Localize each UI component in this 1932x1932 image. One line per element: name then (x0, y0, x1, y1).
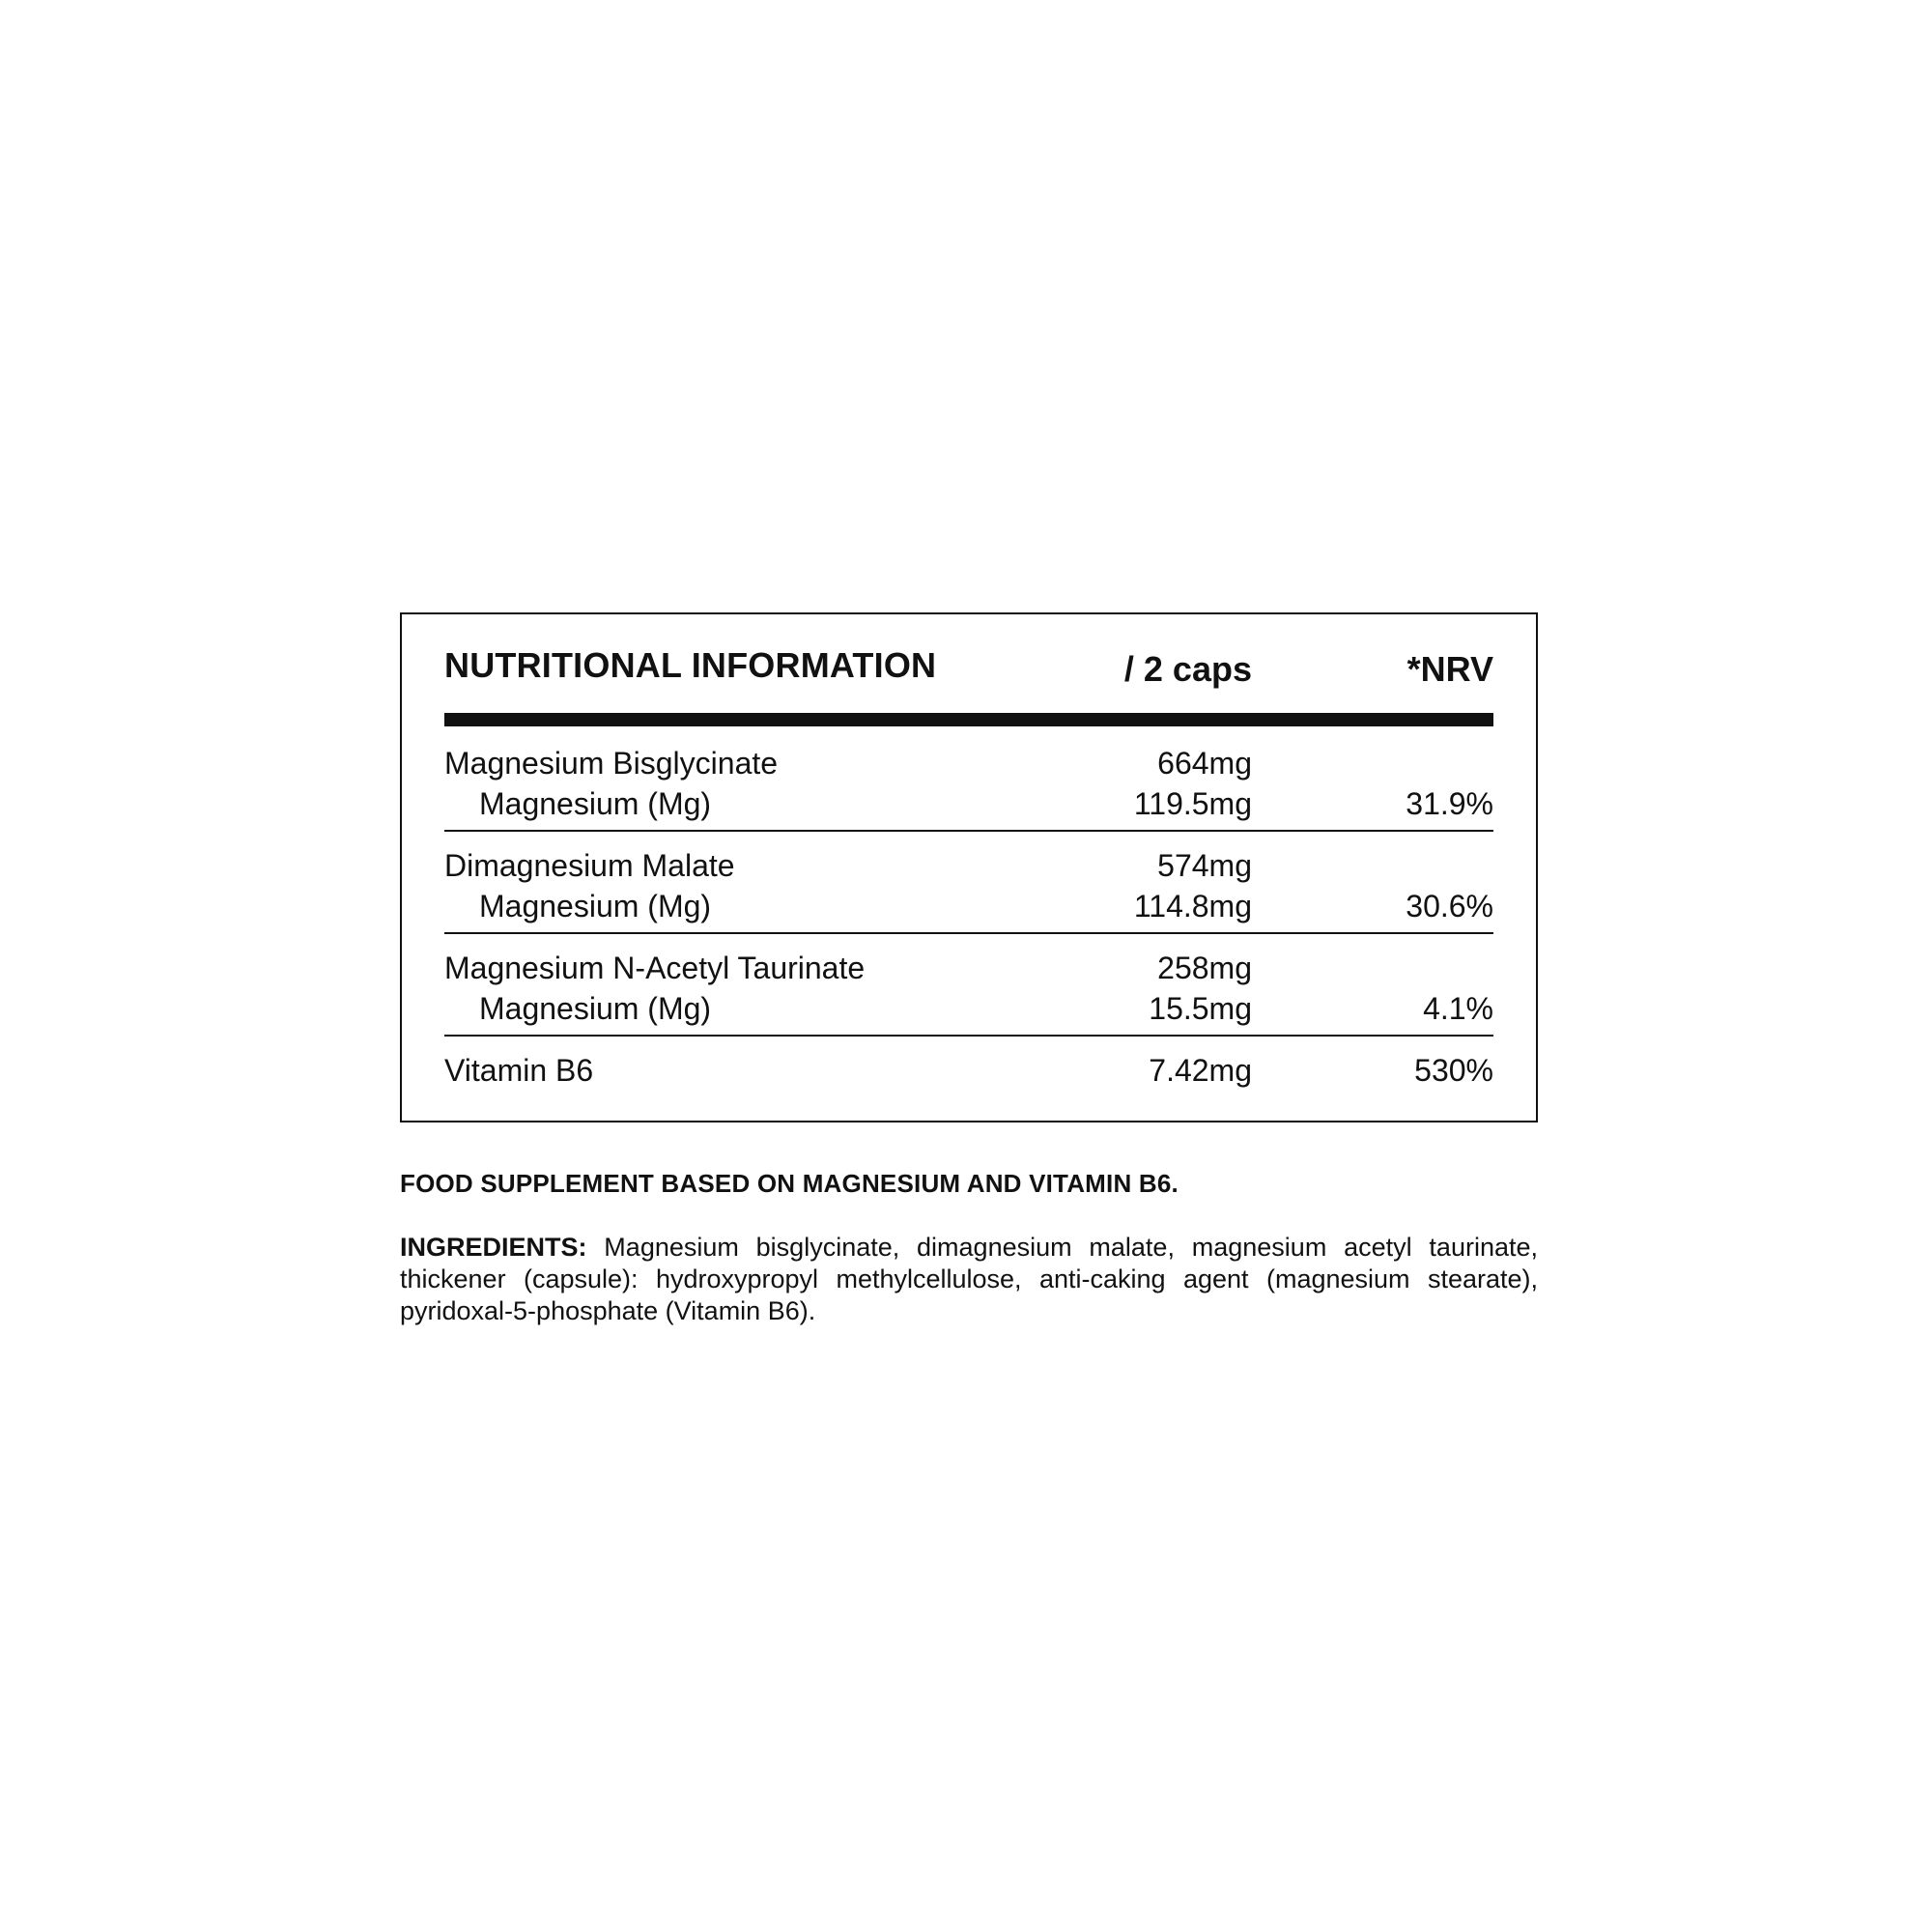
ingredients-text: Magnesium bisglycinate, dimagnesium malate, magnesium acetyl taurinate, thickener (capsule): hydroxypropyl methylcellulose, anti-caking agent (magnesium stearate), pyridoxal-5-phosphate (Vitamin B6). (400, 1233, 1538, 1325)
nutrient-label: Magnesium (Mg) (479, 889, 712, 923)
nutrient-nrv: 530% (1414, 1053, 1493, 1088)
nutrient-label: Magnesium N-Acetyl Taurinate (444, 951, 866, 985)
nutrient-nrv: 4.1% (1423, 991, 1493, 1026)
nutrient-nrv: 30.6% (1406, 889, 1493, 923)
ingredients-paragraph (400, 1232, 1538, 1327)
table-row (444, 743, 1493, 783)
table-row (444, 845, 1493, 886)
nutrient-amount: 664mg (1157, 746, 1252, 781)
nutrient-amount: 258mg (1157, 951, 1252, 985)
nutrient-label: Vitamin B6 (444, 1053, 594, 1088)
nutrient-amount: 119.5mg (1133, 786, 1252, 821)
nutrient-label: Magnesium (Mg) (479, 786, 712, 821)
table-header (444, 645, 1493, 703)
ingredients-heading: INGREDIENTS: (400, 1233, 587, 1262)
table-group (444, 948, 1493, 1037)
nutrient-amount: 7.42mg (1149, 1053, 1252, 1088)
table-body (444, 743, 1493, 1110)
nutrient-amount: 15.5mg (1149, 991, 1252, 1026)
table-row (444, 948, 1493, 988)
nutrition-table (400, 612, 1538, 1122)
table-row (444, 988, 1493, 1029)
supplement-statement: FOOD SUPPLEMENT BASED ON MAGNESIUM AND VITAMIN B6. (400, 1169, 1179, 1198)
nrv-column-header: *NRV (1406, 649, 1493, 689)
amount-column-header: / 2 caps (1123, 649, 1252, 689)
table-title: NUTRITIONAL INFORMATION (444, 645, 937, 685)
table-group (444, 1050, 1493, 1096)
header-divider (444, 713, 1493, 726)
nutrient-label: Magnesium Bisglycinate (444, 746, 779, 781)
table-row (444, 886, 1493, 926)
table-group (444, 845, 1493, 934)
nutrient-amount: 574mg (1157, 848, 1252, 883)
nutrient-label: Dimagnesium Malate (444, 848, 735, 883)
nutrient-label: Magnesium (Mg) (479, 991, 712, 1026)
table-row (444, 1050, 1493, 1091)
table-group (444, 743, 1493, 832)
table-row (444, 783, 1493, 824)
nutrient-nrv: 31.9% (1406, 786, 1493, 821)
nutrient-amount: 114.8mg (1133, 889, 1252, 923)
